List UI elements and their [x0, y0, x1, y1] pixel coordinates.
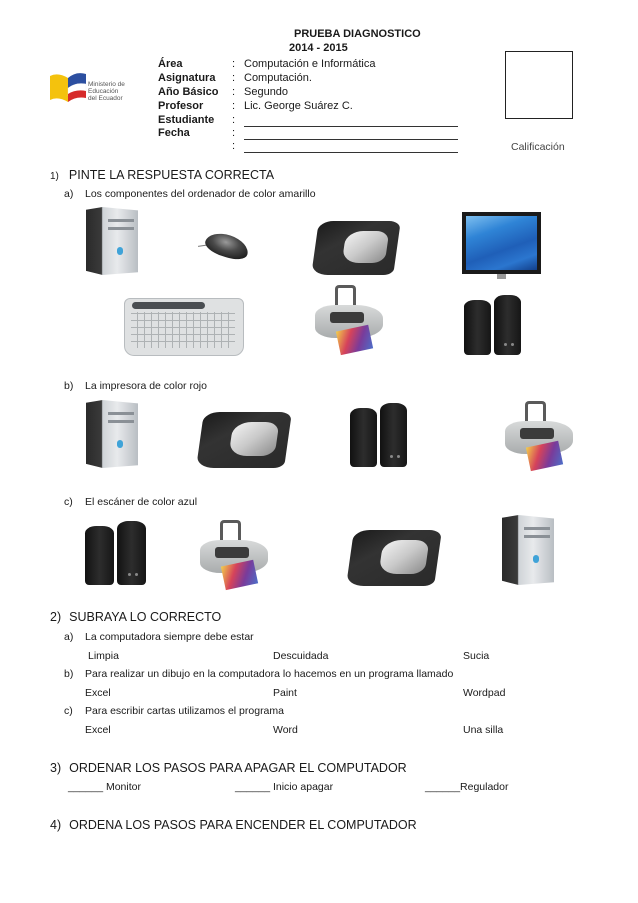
- option-excel[interactable]: Excel: [85, 724, 111, 736]
- option-paint[interactable]: Paint: [273, 687, 297, 699]
- logo-text-line: Ministerio de: [88, 81, 125, 88]
- section-title: SUBRAYA LO CORRECTO: [69, 610, 222, 624]
- monitor-image[interactable]: [462, 212, 541, 274]
- colon: :: [232, 72, 236, 84]
- ministry-logo: [48, 70, 138, 106]
- question-text: Para realizar un dibujo en la computadora lo hacemos en un programa llamado: [85, 668, 454, 680]
- scanner-image[interactable]: [315, 221, 397, 275]
- grade-label: Calificación: [511, 141, 565, 153]
- section-1-heading: [50, 168, 274, 182]
- field-value-area: Computación e Informática: [244, 58, 376, 70]
- extra-blank-field[interactable]: [244, 152, 458, 153]
- question-text: Los componentes del ordenador de color amarillo: [85, 188, 316, 200]
- section-2-heading: [50, 610, 221, 624]
- speakers-image[interactable]: [350, 403, 408, 467]
- cpu-tower-image[interactable]: [86, 400, 138, 468]
- option-descuidada[interactable]: Descuidada: [273, 650, 329, 662]
- field-label-area: Área: [158, 58, 183, 70]
- option-sucia[interactable]: Sucia: [463, 650, 490, 662]
- cpu-tower-image[interactable]: [86, 207, 138, 275]
- option-limpia[interactable]: Limpia: [88, 650, 119, 662]
- colon: :: [232, 58, 236, 70]
- section-number: 2): [50, 610, 62, 624]
- scanner-image[interactable]: [350, 530, 438, 586]
- step-regulador[interactable]: ______Regulador: [425, 781, 509, 793]
- field-value-anio-basico: Segundo: [244, 86, 289, 98]
- question-letter: a): [64, 631, 74, 643]
- question-1a: [64, 188, 316, 200]
- section-3-heading: [50, 761, 407, 775]
- field-value-profesor: Lic. George Suárez C.: [244, 100, 353, 112]
- question-1c: [64, 496, 197, 508]
- question-letter: a): [64, 188, 74, 200]
- logo-text-line: del Ecuador: [88, 95, 123, 102]
- option-excel[interactable]: Excel: [85, 687, 111, 699]
- logo-text-line: Educación: [88, 88, 119, 95]
- document-title: PRUEBA DIAGNOSTICO: [294, 28, 421, 40]
- colon: :: [232, 127, 236, 139]
- colon: :: [232, 114, 236, 126]
- question-1b: [64, 380, 207, 392]
- question-text: La computadora siempre debe estar: [85, 631, 254, 643]
- question-2c: [64, 705, 284, 717]
- section-title: PINTE LA RESPUESTA CORRECTA: [68, 168, 275, 182]
- step-inicio-apagar[interactable]: ______ Inicio apagar: [235, 781, 334, 793]
- step-monitor[interactable]: ______ Monitor: [68, 781, 141, 793]
- section-number: 3): [50, 761, 62, 775]
- cpu-tower-image[interactable]: [502, 515, 554, 585]
- question-letter: b): [64, 380, 74, 392]
- field-label-estudiante: Estudiante: [158, 114, 215, 126]
- printer-image[interactable]: [315, 285, 383, 355]
- keyboard-image[interactable]: [124, 298, 244, 356]
- field-label-asignatura: Asignatura: [158, 72, 216, 84]
- colon: :: [232, 86, 236, 98]
- fecha-blank-field[interactable]: [244, 139, 458, 140]
- section-number: 1): [50, 171, 59, 182]
- question-text: El escáner de color azul: [85, 496, 198, 508]
- grade-box[interactable]: [505, 51, 573, 119]
- field-label-profesor: Profesor: [158, 100, 204, 112]
- colon: :: [232, 140, 236, 152]
- option-word[interactable]: Word: [273, 724, 298, 736]
- mouse-image[interactable]: [203, 229, 252, 264]
- estudiante-blank-field[interactable]: [244, 126, 458, 127]
- colon: :: [232, 100, 236, 112]
- section-4-heading: [50, 818, 417, 832]
- ecuador-education-book-icon: [48, 70, 90, 106]
- question-letter: c): [64, 496, 73, 508]
- printer-image[interactable]: [200, 520, 268, 590]
- question-2a: [64, 631, 254, 643]
- scanner-image[interactable]: [200, 412, 288, 468]
- option-una-silla[interactable]: Una silla: [463, 724, 504, 736]
- field-value-asignatura: Computación.: [244, 72, 312, 84]
- question-letter: c): [64, 705, 73, 717]
- section-number: 4): [50, 818, 62, 832]
- section-title: ORDENA LOS PASOS PARA ENCENDER EL COMPUTADOR: [69, 818, 417, 832]
- question-text: La impresora de color rojo: [85, 380, 207, 392]
- section-title: ORDENAR LOS PASOS PARA APAGAR EL COMPUTADOR: [69, 761, 407, 775]
- question-2b: [64, 668, 453, 680]
- field-label-anio-basico: Año Básico: [158, 86, 219, 98]
- question-letter: b): [64, 668, 74, 680]
- question-text: Para escribir cartas utilizamos el programa: [85, 705, 284, 717]
- speakers-image[interactable]: [464, 295, 522, 355]
- option-wordpad[interactable]: Wordpad: [463, 687, 506, 699]
- printer-image[interactable]: [505, 401, 573, 471]
- field-label-fecha: Fecha: [158, 127, 190, 139]
- school-year: 2014 - 2015: [289, 42, 348, 54]
- speakers-image[interactable]: [85, 521, 147, 585]
